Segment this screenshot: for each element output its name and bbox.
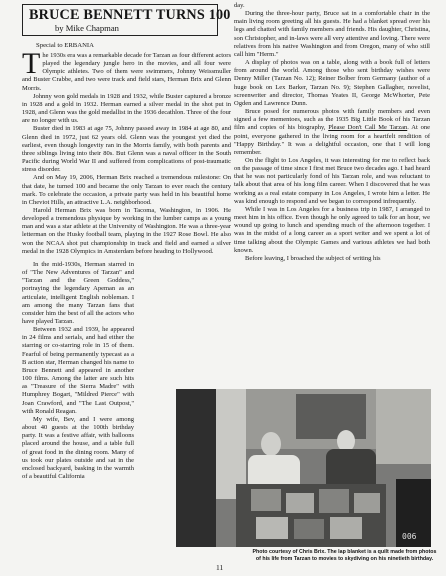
paragraph: During the three-hour party, Bruce sat in a comfortable chair in the main living room greeting all his guests. He had a blanket spread over his legs and chatted with family members and friends. His daughter, Christina, son Christopher, and in-laws were all very attentive and loving. There were relatives from his native Washington and from Oregon, many of who still call him "Herm." <box>234 10 430 58</box>
photo-illustration <box>176 389 431 547</box>
paragraph: Buster died in 1983 at age 75, Johnny passed away in 1984 at age 80, and Glenn died in 1972, just 62 years old. Glenn was the youngest yet died the earliest, even though longevity ran in the Morris family, with both parents and three siblings living into their 80s. But Glenn was a naval officer in the South Pacific during World War II and suffered from complications of post-traumatic stress disorder. <box>22 125 231 174</box>
paragraph: Before leaving, I broached the subject of writing his <box>245 254 381 262</box>
paragraph: Bruce posed for numerous photos with family members and even signed a few mementoes, such as the 1935 Big Little Book of his Tarzan film and copies of his biography, Please Don't Call Me Tarzan. At one point, everyone gathered in the living room for a heartfelt rendition of "Happy Birthday." It was a delightful occasion, one that I will long remember. <box>234 108 430 156</box>
book-title: Please Don't Call Me Tarzan <box>328 124 408 132</box>
paragraph: The 1930s era was a remarkable decade for Tarzan as four different actors played the legendary jungle hero in the movies, and all four were Olympic athletes. Two of them were swimmers, Johnny Weissmuller and Buster Crabbe, and two were track and field stars, Herman Brix and Glenn Morris. <box>22 47 231 92</box>
paragraph: While I was in Los Angeles for a business trip in 1987, I arranged to meet him in his office. Even though he only agreed to talk for an hour, we wound up going to lunch and spending much of the afternoon together. I was in the midst of a long career as a sport writer and we spent a lot of time talking about the Olympic Games and various athletes we had both known. <box>234 205 430 254</box>
paragraph: My wife, Bev, and I were among about 40 guests at the 100th birthday party. It was a festive affair, with balloons placed around the house, and a table full of great food in the dining room. Many of us took our plates outside and sat in the enclosed backyard, basking in the warmth of a beautiful California <box>22 415 134 480</box>
paragraph: On the flight to Los Angeles, it was interesting for me to reflect back on the passage of time since I first met Bruce two decades ago. I had heard that he was not particularly fond of his Tarzan role, and was reluctant to talk about that area of his long film career. When I discovered that he was working as a real estate company in Los Angeles, I wrote him a letter. He was kind enough to respond and we began to correspond infrequently. <box>234 156 430 205</box>
paragraph: Johnny won gold medals in 1928 and 1932, while Buster captured a bronze in 1928 and a gold in 1932. Herman earned a silver medal in the shot put in 1928, and Glenn was the gold medallist in the 1936 decathlon. Three of the four are no longer with us. <box>22 92 231 125</box>
narrow-text-block <box>22 261 134 481</box>
paragraph: A display of photos was on a table, along with a book full of letters from around the world. Among those who sent birthday wishes were Denny Miller (Tarzan No. 12); Reiner Bolber from Germany (author of a huge book on Lex Barker, Tarzan No. 9); Stephen Gallagher, novelist, screenwriter and director, Thomas Yeates II, George McWhorter, Pete Ogden and Lawrence Dunn. <box>234 59 430 107</box>
paragraph: day. <box>234 2 245 9</box>
paragraph: And on May 19, 2006, Herman Brix reached a tremendous milestone: On that date, he turned 100 and became the only Tarzan to ever reach the century mark. To celebrate the occasion, a private party was held in his beautiful home in Cheviot Hills, an attractive L.A. neighborhood. <box>22 174 231 206</box>
page-number: 11 <box>216 563 224 572</box>
paragraph: In the mid-1930s, Herman starred in of "The New Adventures of Tarzan" and "Tarzan and the Green Goddess," portraying the legendary Apeman as an articulate, intelligent English nobleman. I am among the many Tarzan fans that consider him the best of all the actors who have played Tarzan. <box>22 260 134 325</box>
drop-cap: T <box>22 47 41 80</box>
title-box <box>22 4 231 36</box>
party-photo <box>176 389 431 547</box>
byline: by Mike Chapman <box>55 23 119 33</box>
special-note: Special to ERBANIA <box>36 42 94 49</box>
photo-stamp: 006 <box>402 532 417 541</box>
paragraph: Between 1932 and 1939, he appeared in 24 films and serials, and had either the starring or co-starring role in 15 of them. Fearful of being permanently typecast as a B action star, Herman changed his name to Bruce Bennett and appeared in another 100 films. Among the latter are such hits as "Treasure of the Sierra Madre" with Humphrey Bogart, "Mildred Pierce" with Joan Crawford, and "The Last Outpost," with Ronald Reagan. <box>22 326 134 415</box>
right-column <box>234 2 430 263</box>
photo-caption: Photo courtesy of Chris Brix. The lap blanket is a quilt made from photos of his life from Tarzan to movies to skydiving on his ninetieth birthday. <box>252 549 437 562</box>
paragraph: Harold Herman Brix was born in Tacoma, Washington, in 1906. He developed a tremendous physique by working in the lumber camps as a young man and was a star athlete at the University of Washington. He was a three-year letterman on the Husky football team, playing in the 1927 Rose Bowl. He also won the NCAA shot put championship in track and field and earned a silver medal in the 1928 Olympics in Amsterdam before heading to Hollywood. <box>22 206 231 255</box>
article-title: BRUCE BENNETT TURNS 100 <box>29 7 231 23</box>
